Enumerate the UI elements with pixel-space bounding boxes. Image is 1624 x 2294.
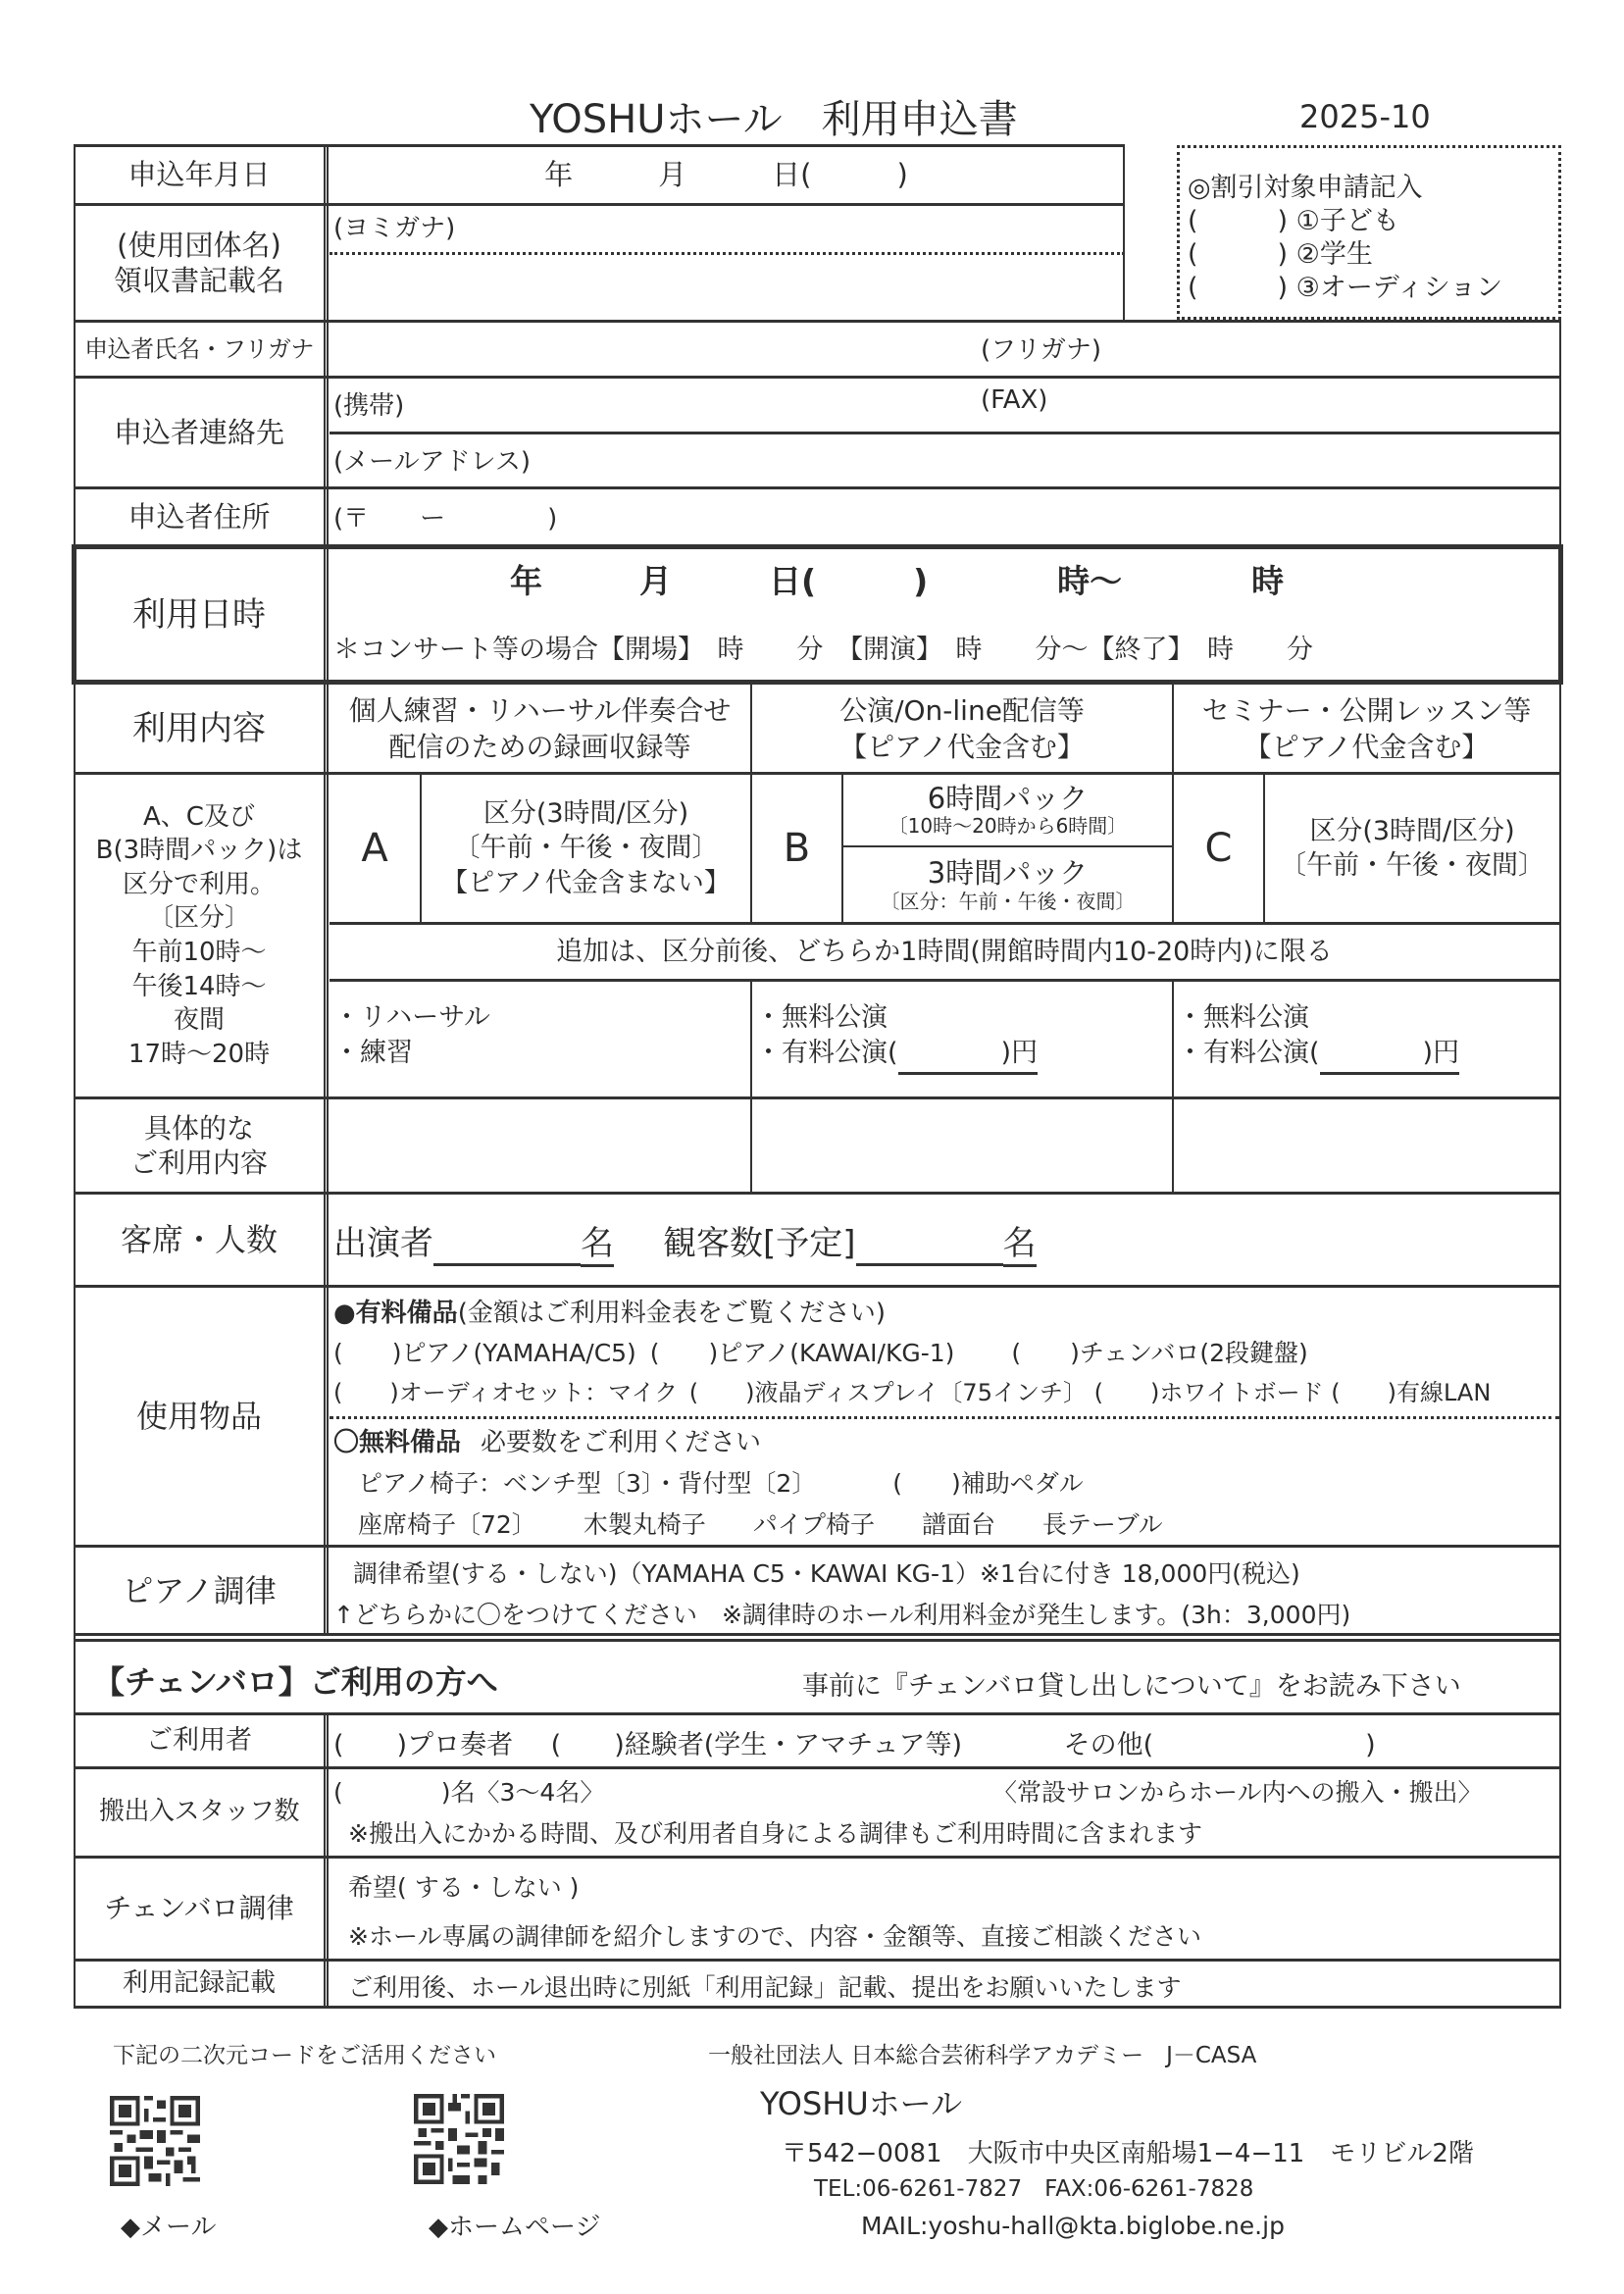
- paid-yen-unit: )円: [1423, 1036, 1460, 1074]
- label-details-line1: 具体的な: [143, 1112, 254, 1145]
- label-usage-record: 利用記録記載: [122, 1968, 276, 1999]
- plans-note-line: 区分で利用。: [122, 869, 276, 899]
- plan-b-three-hour: [843, 848, 1172, 922]
- category-seminar: [1174, 687, 1559, 772]
- label-usage-content: 利用内容: [132, 709, 266, 749]
- details-field-seminar[interactable]: [1174, 1099, 1559, 1192]
- audience-count-field[interactable]: [856, 1224, 1003, 1266]
- qr-mail-label: ◆メール: [121, 2213, 217, 2242]
- paid-equipment-note: (金額はご利用料金表をご覧ください): [457, 1299, 886, 1328]
- postal-hint: (〒 ー ): [333, 504, 558, 534]
- plan-c-letter: C: [1204, 826, 1233, 871]
- label-contact: 申込者連絡先: [113, 415, 284, 449]
- cembalo-notice: 事前に『チェンバロ貸し出しについて』をお読み下さい: [802, 1671, 1461, 1702]
- top-rows-right-border: [1123, 144, 1125, 321]
- table-left-border: [74, 144, 76, 2006]
- purpose-rehearsal[interactable]: ・リハーサル: [333, 1002, 490, 1033]
- equipment-wooden-stools: 木製丸椅子: [583, 1510, 706, 1539]
- performers-count-field[interactable]: [433, 1224, 581, 1266]
- label-equipment: 使用物品: [135, 1398, 262, 1435]
- hall-address: 〒542−0081 大阪市中央区南船場1−4−11 モリビル2階: [782, 2139, 1474, 2168]
- hall-tel-fax: TEL:06-6261-7827 FAX:06-6261-7828: [814, 2176, 1254, 2202]
- organization-name: 一般社団法人 日本総合芸術科学アカデミー J－CASA: [708, 2043, 1257, 2068]
- cembalo-user-other[interactable]: その他( ): [1063, 1730, 1376, 1760]
- hall-email[interactable]: MAIL:yoshu-hall@kta.biglobe.ne.jp: [861, 2212, 1285, 2240]
- plan-b-letter: B: [783, 826, 811, 871]
- plan-b-six-title: 6時間パック: [927, 781, 1089, 815]
- plans-note-line: 17時～20時: [127, 1039, 271, 1069]
- cembalo-user-options: [333, 1723, 1376, 1761]
- mobile-field[interactable]: [330, 379, 977, 432]
- qr-code-homepage-icon: [414, 2094, 504, 2184]
- label-cembalo-user: ご利用者: [146, 1725, 252, 1757]
- label-group-name-line2: 領収書記載名: [113, 264, 284, 297]
- form-title: YOSHUホール 利用申込書: [530, 97, 1018, 142]
- free-equipment-heading-line: [333, 1422, 761, 1458]
- equipment-piano-yamaha[interactable]: ( )ピアノ(YAMAHA/C5): [333, 1339, 636, 1367]
- purpose-free-seminar[interactable]: ・無料公演: [1177, 1002, 1309, 1033]
- plans-note-line: B(3時間パック)は: [95, 836, 303, 866]
- discount-option-audition[interactable]: ( ) ③オーディション: [1188, 273, 1503, 303]
- group-name-reading-hint: (ヨミガナ): [333, 214, 456, 243]
- paid-price-field[interactable]: [1320, 1036, 1423, 1074]
- equipment-wired-lan[interactable]: ( )有線LAN: [1331, 1379, 1492, 1406]
- equipment-seat-chairs: 座席椅子〔72〕: [358, 1510, 536, 1539]
- plan-a-line: 区分(3時間/区分): [482, 798, 689, 830]
- group-name-field[interactable]: [330, 257, 1123, 318]
- concert-time-line[interactable]: ＊コンサート等の場合【開場】 時 分 【開演】 時 分～【終了】 時 分: [333, 635, 1313, 665]
- category-performance-line2: 【ピアノ代金含む】: [839, 730, 1085, 763]
- qr-code-mail[interactable]: [110, 2096, 200, 2186]
- fax-hint: (FAX): [981, 385, 1048, 415]
- free-equipment-note: 必要数をご利用ください: [481, 1428, 762, 1457]
- label-details-line2: ご利用内容: [129, 1147, 268, 1179]
- discount-option-student[interactable]: ( ) ②学生: [1188, 239, 1373, 270]
- qr-code-homepage[interactable]: [414, 2094, 504, 2184]
- mobile-hint: (携帯): [333, 391, 405, 421]
- purpose-free-performance[interactable]: ・無料公演: [755, 1002, 888, 1033]
- cembalo-staff-note-right: 〈常設サロンからホール内への搬入・搬出〉: [992, 1778, 1483, 1807]
- label-usage-datetime: 利用日時: [132, 594, 266, 635]
- performers-label: 出演者: [333, 1224, 433, 1263]
- category-performance: [752, 687, 1172, 772]
- label-details: [76, 1099, 322, 1192]
- cembalo-user-pro[interactable]: ( )プロ奏者: [333, 1730, 514, 1760]
- plans-note-line: 夜間: [173, 1005, 225, 1036]
- category-practice-line1: 個人練習・リハーサル伴奏合せ: [348, 694, 732, 728]
- extension-note: 追加は、区分前後、どちらか1時間(開館時間内10-20時内)に限る: [556, 936, 1333, 967]
- application-date-field[interactable]: 年 月 日( ): [544, 157, 908, 191]
- label-applicant-name: 申込者氏名・フリガナ: [84, 335, 314, 363]
- free-equipment-line1: [358, 1464, 1084, 1500]
- label-application-date: 申込年月日: [127, 158, 271, 192]
- paid-label: ・有料公演(: [755, 1038, 898, 1069]
- label-column-divider: [324, 144, 329, 1635]
- plan-a-details: [422, 775, 750, 922]
- category-performance-line1: 公演/On-line配信等: [839, 694, 1085, 728]
- label-address: 申込者住所: [127, 499, 271, 534]
- hall-name: YOSHUホール: [760, 2085, 963, 2122]
- purpose-paid-seminar[interactable]: [1177, 1036, 1459, 1074]
- free-equipment-heading: 〇無料備品: [333, 1428, 462, 1457]
- paid-yen-unit: )円: [1001, 1036, 1039, 1074]
- purpose-paid-performance[interactable]: [755, 1036, 1038, 1074]
- label-seating: 客席・人数: [120, 1221, 278, 1258]
- label-cembalo-staff: 搬出入スタッフ数: [98, 1796, 299, 1826]
- plans-note-line: 〔区分〕: [147, 903, 250, 934]
- qr-homepage-label: ◆ホームページ: [429, 2213, 601, 2242]
- fax-field[interactable]: [977, 379, 1559, 432]
- paid-equipment-line1: [333, 1334, 1308, 1369]
- audience-label: 観客数[予定]: [663, 1224, 856, 1263]
- form-version: 2025-10: [1299, 98, 1431, 135]
- purpose-practice-item[interactable]: ・練習: [333, 1038, 413, 1069]
- details-field-practice[interactable]: [330, 1099, 750, 1192]
- cembalo-label-divider: [324, 1712, 329, 2006]
- paid-label: ・有料公演(: [1177, 1038, 1320, 1069]
- label-plans: [76, 775, 322, 1096]
- category-practice-line2: 配信のための録画収録等: [388, 730, 691, 763]
- plan-c-line: 〔午前・午後・夜間〕: [1280, 850, 1545, 881]
- paid-equipment-line2: [333, 1373, 1491, 1407]
- cembalo-user-experienced[interactable]: ( )経験者(学生・アマチュア等): [550, 1730, 962, 1760]
- qr-prompt: 下記の二次元コードをご活用ください: [113, 2043, 496, 2068]
- plan-b-three-title: 3時間パック: [927, 856, 1089, 891]
- paid-equipment-heading-line: [333, 1293, 886, 1329]
- email-field[interactable]: [330, 434, 1559, 486]
- equipment-piano-kawai[interactable]: ( )ピアノ(KAWAI/KG-1): [649, 1339, 955, 1367]
- discount-box: [1177, 145, 1561, 320]
- purpose-practice[interactable]: [333, 1000, 490, 1072]
- plan-b-six-hour: [843, 775, 1172, 845]
- equipment-music-stands: 譜面台: [921, 1510, 995, 1539]
- discount-heading: ◎割引対象申請記入: [1188, 173, 1423, 203]
- label-group-name: [76, 206, 322, 320]
- usage-date-line[interactable]: 年 月 日( ) 時～ 時: [510, 562, 1285, 600]
- plan-c-line: 区分(3時間/区分): [1309, 815, 1515, 846]
- plan-a-letter: A: [361, 826, 388, 871]
- plan-b-six-note: 〔10時～20時から6時間〕: [888, 814, 1128, 839]
- performers-unit: 名: [581, 1216, 614, 1267]
- category-practice: [330, 687, 750, 772]
- details-field-performance[interactable]: [752, 1099, 1172, 1192]
- cembalo-heading: 【チェンバロ】ご利用の方へ: [93, 1663, 498, 1701]
- piano-tuning-line1[interactable]: 調律希望(する・しない)（YAMAHA C5・KAWAI KG-1）※1台に付き 18,000円(税込): [353, 1559, 1300, 1588]
- email-hint: (メールアドレス): [333, 447, 531, 477]
- equipment-lcd-display[interactable]: ( )液晶ディスプレイ〔75インチ〕: [688, 1379, 1087, 1406]
- cembalo-tuning-note: ※ホール専属の調律師を紹介しますので、内容・金額等、直接ご相談ください: [348, 1922, 1201, 1951]
- plans-note-line: 午前10時～: [131, 938, 267, 967]
- cembalo-staff-count[interactable]: ( )名〈3～4名〉: [333, 1778, 605, 1807]
- applicant-name-field[interactable]: [330, 323, 1559, 376]
- seating-line: [333, 1216, 1037, 1267]
- plan-c-details: [1265, 775, 1559, 922]
- usage-record-note: ご利用後、ホール退出時に別紙「利用記録」記載、提出をお願いいたします: [348, 1973, 1182, 2002]
- equipment-assist-pedal[interactable]: ( )補助ペダル: [892, 1469, 1084, 1498]
- plan-a-line: 【ピアノ代金含まない】: [441, 867, 731, 898]
- address-field[interactable]: [330, 489, 1559, 544]
- free-equipment-line2: [358, 1505, 1163, 1541]
- applicant-furigana-hint: (フリガナ): [981, 335, 1101, 365]
- plans-note-line: 午後14時～: [131, 971, 267, 1001]
- purpose-performance[interactable]: [755, 1000, 1038, 1075]
- paid-price-field[interactable]: [898, 1036, 1001, 1074]
- label-cembalo-tuning: チェンバロ調律: [104, 1891, 294, 1924]
- equipment-pipe-chairs: パイプ椅子: [752, 1510, 875, 1539]
- equipment-audio-mic[interactable]: ( )オーディオセット：マイク: [333, 1379, 679, 1406]
- equipment-long-tables: 長テーブル: [1041, 1510, 1163, 1539]
- discount-option-child[interactable]: ( ) ①子ども: [1188, 206, 1399, 236]
- plan-b-three-note: 〔区分：午前・午後・夜間〕: [880, 889, 1136, 913]
- qr-code-mail-icon: [110, 2096, 200, 2186]
- plan-a-line: 〔午前・午後・夜間〕: [453, 833, 719, 864]
- cembalo-tuning-wish[interactable]: 希望( する・しない ): [348, 1873, 580, 1902]
- label-group-name-line1: (使用団体名): [117, 228, 281, 262]
- piano-tuning-line2: ↑どちらかに〇をつけてください ※調律時のホール利用料金が発生します。(3h：3,000円): [333, 1601, 1351, 1629]
- equipment-whiteboard[interactable]: ( )ホワイトボード: [1093, 1379, 1324, 1406]
- equipment-cembalo[interactable]: ( )チェンバロ(2段鍵盤): [1011, 1339, 1308, 1367]
- audience-unit: 名: [1003, 1216, 1037, 1267]
- category-seminar-line2: 【ピアノ代金含む】: [1243, 730, 1490, 763]
- plans-note-line: A、C及び: [143, 801, 255, 832]
- purpose-seminar[interactable]: [1177, 1000, 1459, 1075]
- group-name-reading-field[interactable]: [330, 206, 1123, 251]
- cembalo-staff-note: ※搬出入にかかる時間、及び利用者自身による調律もご利用時間に含まれます: [348, 1819, 1202, 1848]
- equipment-piano-chairs: ピアノ椅子：ベンチ型〔3〕・背付型〔2〕: [358, 1469, 817, 1498]
- category-seminar-line1: セミナー・公開レッスン等: [1201, 694, 1532, 728]
- label-piano-tuning: ピアノ調律: [122, 1571, 277, 1609]
- paid-equipment-heading: ●有料備品: [333, 1299, 458, 1328]
